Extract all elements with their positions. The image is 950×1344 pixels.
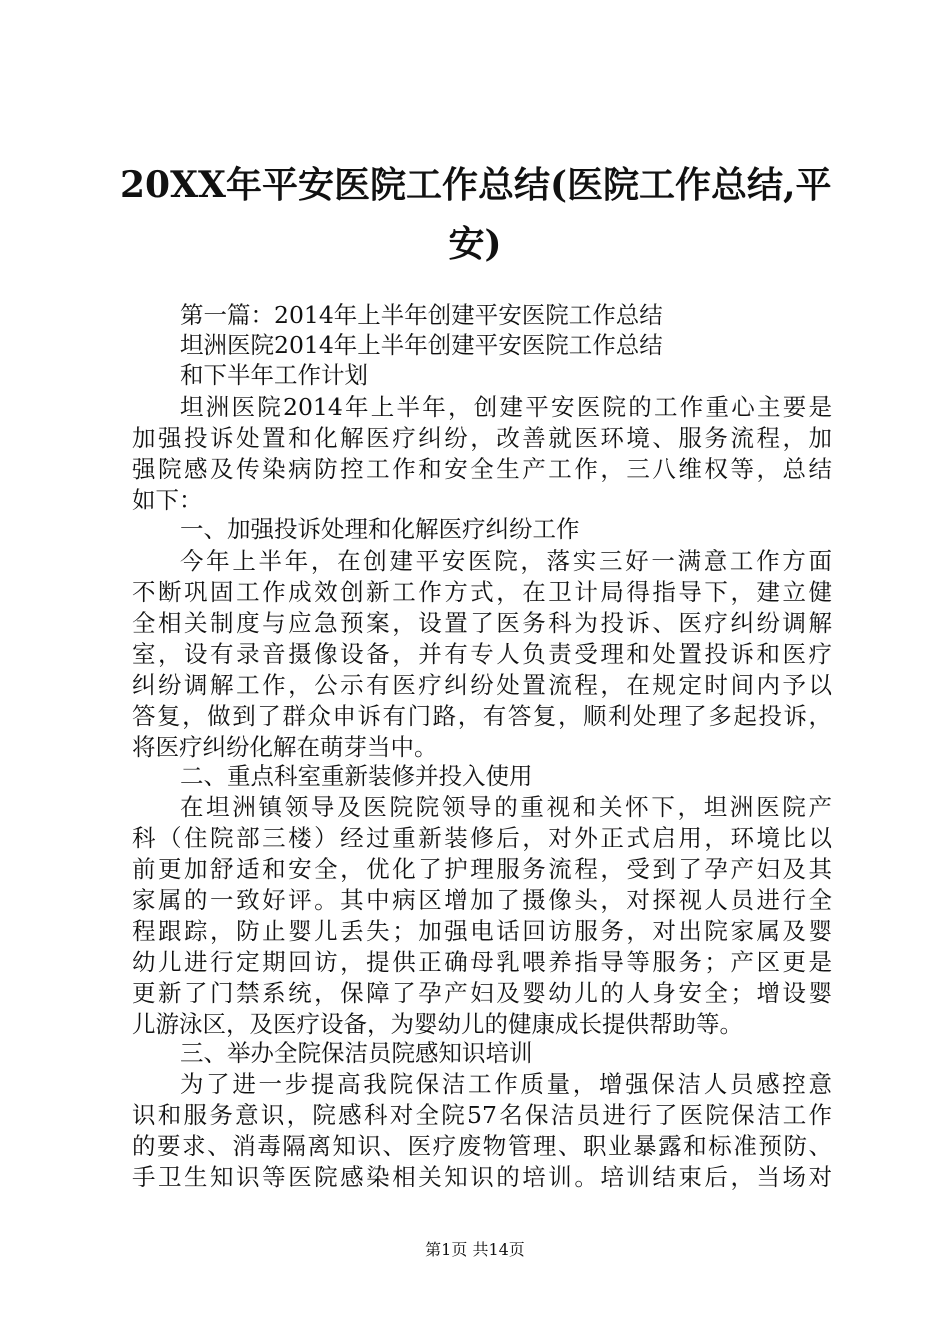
- paragraph-line: 室，设有录音摄像设备，并有专人负责受理和处置投诉和医疗: [132, 640, 832, 668]
- paragraph-line: 坦洲医院2014年上半年，创建平安医院的工作重心主要是: [180, 393, 832, 421]
- paragraph-line: 今年上半年，在创建平安医院，落实三好一满意工作方面: [180, 547, 832, 575]
- paragraph-line: 的要求、消毒隔离知识、医疗废物管理、职业暴露和标准预防、: [132, 1132, 832, 1160]
- paragraph-line: 将医疗纠纷化解在萌芽当中。: [132, 733, 438, 761]
- paragraph-line: 强院感及传染病防控工作和安全生产工作，三八维权等，总结: [132, 455, 832, 483]
- section-heading: 一、加强投诉处理和化解医疗纠纷工作: [180, 515, 580, 543]
- paragraph-line: 为了进一步提高我院保洁工作质量，增强保洁人员感控意: [180, 1070, 832, 1098]
- paragraph-line: 加强投诉处置和化解医疗纠纷，改善就医环境、服务流程，加: [132, 424, 832, 452]
- paragraph-line: 前更加舒适和安全，优化了护理服务流程，受到了孕产妇及其: [132, 855, 832, 883]
- paragraph-line: 全相关制度与应急预案，设置了医务科为投诉、医疗纠纷调解: [132, 609, 832, 637]
- paragraph-line: 幼儿进行定期回访，提供正确母乳喂养指导等服务；产区更是: [132, 948, 832, 976]
- paragraph-line: 儿游泳区，及医疗设备，为婴幼儿的健康成长提供帮助等。: [132, 1010, 743, 1038]
- paragraph-line: 更新了门禁系统，保障了孕产妇及婴幼儿的人身安全；增设婴: [132, 979, 832, 1007]
- paragraph-line: 家属的一致好评。其中病区增加了摄像头，对探视人员进行全: [132, 886, 832, 914]
- document-title-line-2: 安): [448, 223, 502, 265]
- paragraph-line: 科（住院部三楼）经过重新装修后，对外正式启用，环境比以: [132, 824, 832, 852]
- paragraph-line: 识和服务意识，院感科对全院57名保洁员进行了医院保洁工作: [132, 1101, 832, 1129]
- paragraph-line: 程跟踪，防止婴儿丢失；加强电话回访服务，对出院家属及婴: [132, 917, 832, 945]
- section-subtitle: 坦洲医院2014年上半年创建平安医院工作总结: [180, 331, 663, 359]
- paragraph-line: 纠纷调解工作，公示有医疗纠纷处置流程，在规定时间内予以: [132, 671, 832, 699]
- section-heading: 第一篇：2014年上半年创建平安医院工作总结: [180, 301, 663, 329]
- paragraph-line: 在坦洲镇领导及医院院领导的重视和关怀下，坦洲医院产: [180, 793, 832, 821]
- page-footer: 第1页 共14页: [425, 1240, 525, 1259]
- paragraph-line: 答复，做到了群众申诉有门路，有答复，顺利处理了多起投诉，: [132, 702, 832, 730]
- section-heading: 三、举办全院保洁员院感知识培训: [180, 1039, 533, 1067]
- document-title-line-1: 20XX年平安医院工作总结(医院工作总结,平: [120, 164, 832, 206]
- paragraph-line: 手卫生知识等医院感染相关知识的培训。培训结束后，当场对: [132, 1163, 832, 1191]
- section-subtitle: 和下半年工作计划: [180, 361, 368, 389]
- paragraph-line: 不断巩固工作成效创新工作方式，在卫计局得指导下，建立健: [132, 578, 832, 606]
- paragraph-line: 如下：: [132, 486, 203, 514]
- section-heading: 二、重点科室重新装修并投入使用: [180, 762, 533, 790]
